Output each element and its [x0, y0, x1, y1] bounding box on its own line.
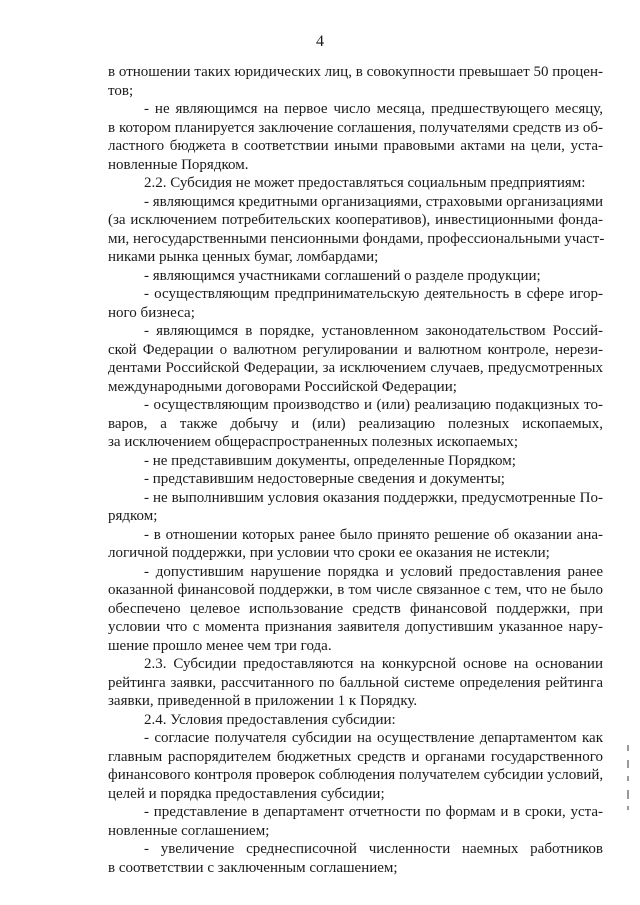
text-line: за исключением общераспространенных полезных ископаемых;: [108, 434, 518, 450]
text-line: - представление в департамент отчетности по формам и в сроки, уста-: [144, 804, 603, 820]
text-line: условии что с момента признания заявителя допустившим указанное нару-: [108, 619, 603, 635]
text-line: - являющимся участниками соглашений о разделе продукции;: [144, 267, 541, 284]
text-line: рядком;: [108, 508, 158, 524]
scan-edge-mark: [627, 806, 629, 810]
text-line: 2.3. Субсидии предоставляются на конкурсной основе на основании: [144, 656, 603, 672]
text-line: целей и порядка предоставления субсидии;: [108, 785, 385, 802]
text-line: обеспечено целевое использование средств финансовой поддержки, при: [108, 600, 603, 617]
page-number: 4: [316, 33, 324, 50]
text-line: шение прошло менее чем три года.: [108, 637, 332, 654]
text-line: - в отношении которых ранее было принято решение об оказании ана-: [144, 526, 603, 543]
text-line: 2.4. Условия предоставления субсидии:: [144, 711, 396, 728]
text-line: никами рынка ценных бумаг, ломбардами;: [108, 249, 379, 265]
text-line: в котором планируется заключение соглашения, получателями средств из об-: [108, 119, 603, 136]
text-line: (за исключением потребительских кооперативов), инвестиционными фонда-: [108, 212, 603, 228]
text-line: - осуществляющим предпринимательскую деятельность в сфере игор-: [144, 286, 603, 302]
text-line: - увеличение среднесписочной численности наемных работников: [144, 841, 603, 857]
text-line: - являющимся в порядке, установленном законодательством Россий-: [144, 323, 603, 339]
text-line: новленные соглашением;: [108, 822, 270, 839]
text-line: рейтинга заявки, рассчитанного по балльной системе определения рейтинга: [108, 674, 603, 691]
text-line: - не являющимся на первое число месяца, предшествующего месяцу,: [144, 101, 603, 117]
text-line: главным распорядителем бюджетных средств и органами государственного: [108, 748, 603, 765]
text-line: новленные Порядком.: [108, 156, 249, 173]
text-line: ской Федерации о валютном регулировании и валютном контроле, нерези-: [108, 341, 603, 358]
text-line: - не представившим документы, определенные Порядком;: [144, 452, 516, 469]
text-line: 2.2. Субсидия не может предоставляться социальным предприятиям:: [144, 175, 586, 191]
text-line: оказанной финансовой поддержки, в том числе связанное с тем, что не было: [108, 582, 603, 598]
text-line: логичной поддержки, при условии что сроки ее оказания не истекли;: [108, 545, 550, 561]
text-line: ного бизнеса;: [108, 304, 195, 321]
text-line: заявки, приведенной в приложении 1 к Порядку.: [108, 693, 418, 709]
text-line: - представившим недостоверные сведения и документы;: [144, 471, 505, 487]
text-line: варов, а также добычу и (или) реализацию полезных ископаемых,: [108, 415, 603, 432]
scan-edge-mark: [627, 760, 629, 768]
document-text-body: [108, 63, 603, 877]
text-line: в соответствии с заключенным соглашением;: [108, 859, 398, 876]
text-line: - не выполнившим условия оказания поддержки, предусмотренные По-: [144, 489, 603, 506]
text-line: дентами Российской Федерации, за исключением случаев, предусмотренных: [108, 360, 603, 376]
scan-edge-mark: [627, 790, 629, 799]
text-line: ми, негосударственными пенсионными фондами, профессиональными участ-: [108, 230, 605, 247]
text-line: - осуществляющим производство и (или) реализацию подакцизных то-: [144, 397, 603, 413]
scan-edge-mark: [627, 776, 629, 781]
text-line: - допустившим нарушение порядка и условий предоставления ранее: [144, 563, 603, 580]
text-line: - являющимся кредитными организациями, страховыми организациями: [144, 193, 604, 210]
scan-edge-mark: [627, 745, 629, 751]
text-line: в отношении таких юридических лиц, в совокупности превышает 50 процен-: [108, 64, 603, 80]
text-line: международными договорами Российской Федерации;: [108, 378, 457, 395]
text-line: ластного бюджета в соответствии иными правовыми актами на цели, уста-: [108, 138, 603, 154]
text-line: тов;: [108, 82, 134, 99]
text-line: - согласие получателя субсидии на осуществление департаментом как: [144, 730, 603, 746]
text-line: финансового контроля проверок соблюдения получателем субсидии условий,: [108, 767, 604, 783]
